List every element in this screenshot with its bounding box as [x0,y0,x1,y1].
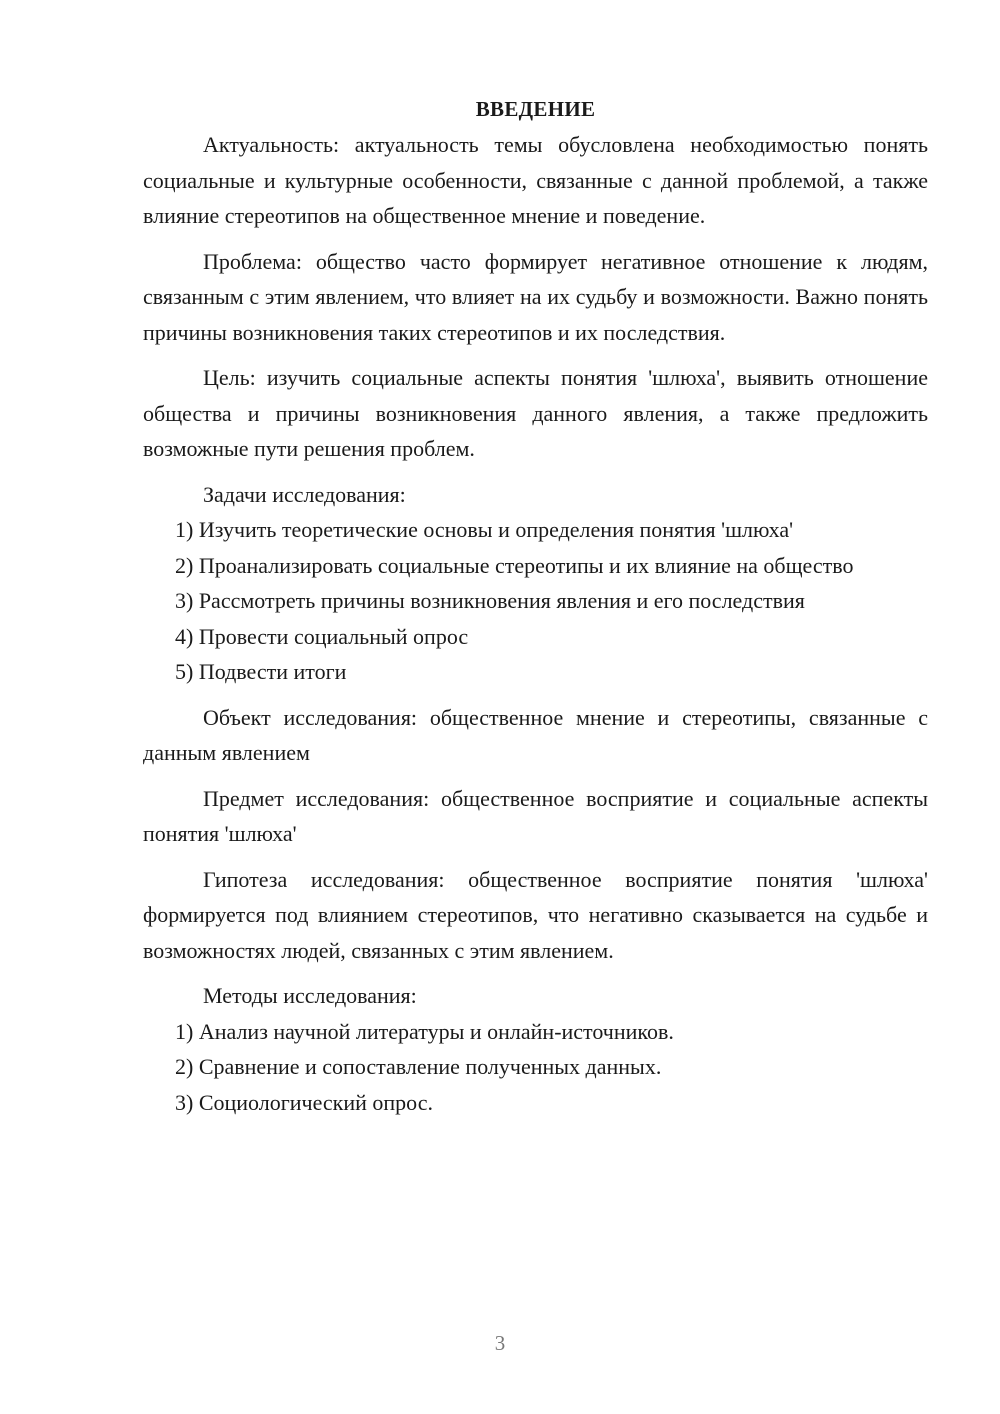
method-item: 2) Сравнение и сопоставление полученных данных. [175,1054,662,1079]
subject-paragraph: Предмет исследования: общественное восприятие и социальные аспекты понятия 'шлюха' [143,785,928,846]
task-item: 4) Провести социальный опрос [175,623,469,649]
hypothesis-paragraph: Гипотеза исследования: общественное восприятие понятия 'шлюха' формируется под влиянием стереотипов, что негативно сказывается на судьбе и возможностях людей, связанных с этим явлением. [143,866,928,963]
task-item: 5) Подвести итоги [175,659,347,684]
page-content [143,92,928,1120]
problem-paragraph: Проблема: общество часто формирует негативное отношение к людям, связанным с этим явлением, что влияет на их судьбу и возможности. Важно понять причины возникновения таких стереотипов и их последствия. [143,248,928,345]
task-item: 3) Рассмотреть причины возникновения явления и его последствия [175,588,805,613]
relevance-paragraph: Актуальность: актуальность темы обусловлена необходимостью понять социальные и культурные особенности, связанные с данной проблемой, а также влияние стереотипов на общественное мнение и поведение. [143,132,928,228]
page-title: ВВЕДЕНИЕ [475,97,596,121]
method-item: 3) Социологический опрос. [175,1089,433,1115]
object-paragraph: Объект исследования: общественное мнение и стереотипы, связанные с данным явлением [143,704,928,765]
task-item: 1) Изучить теоретические основы и определения понятия 'шлюха' [175,517,794,542]
page-number: 3 [494,1331,506,1355]
tasks-heading: Задачи исследования: [203,481,406,507]
task-item: 2) Проанализировать социальные стереотипы и их влияние на общество [175,552,854,578]
methods-heading: Методы исследования: [203,983,417,1008]
method-item: 1) Анализ научной литературы и онлайн-источников. [175,1018,674,1044]
goal-paragraph: Цель: изучить социальные аспекты понятия 'шлюха', выявить отношение общества и причины возникновения данного явления, а также предложить возможные пути решения проблем. [143,365,928,461]
